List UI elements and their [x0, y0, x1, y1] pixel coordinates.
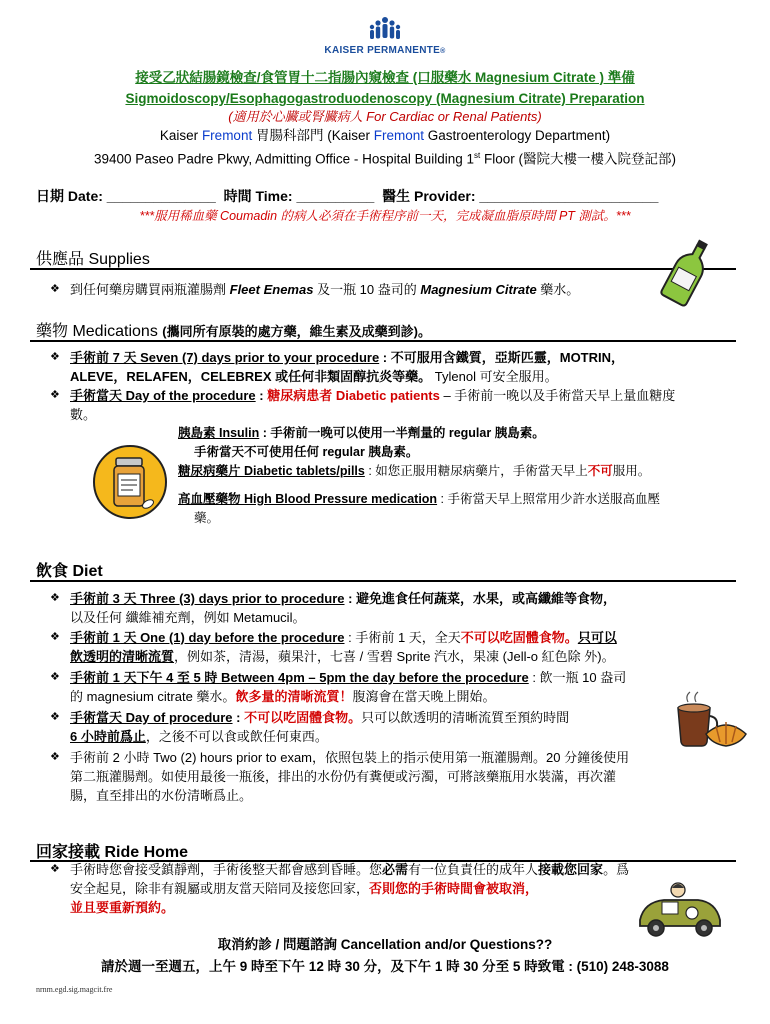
blood-pressure-instructions: 高血壓藥物 High Blood Pressure medication : 手術當天早上照常用少許水送服高血壓 藥。	[178, 492, 660, 525]
ride-home-item: ❖ 手術時您會接受鎮靜劑，手術後整天都會感到昏睡。您必需有一位負責任的成年人接載您回家。爲 安全起見，除非有親屬或朋友當天陪同及接您回家，否則您的手術時間會被取消， 並且要重新預約。	[50, 862, 630, 915]
diet-item-3-days: ❖ 手術前 3 天 Three (3) days prior to procedure : 避免進食任何蔬菜，水果，或高纖維等食物， 以及任何 纖維補充劑，例如 Metamucil。	[50, 591, 617, 625]
coumadin-warning: ***服用稀血藥 Coumadin 的病人必須在手術程序前一天，完成凝血脂原時間 PT 測試。***	[139, 209, 631, 223]
address-line: 39400 Paseo Padre Pkwy, Admitting Office - Hospital Building 1st Floor (醫院大樓一樓入院登記部)	[94, 151, 676, 167]
supplies-item: ❖ 到任何藥房購買兩瓶灌腸劑 Fleet Enemas 及一瓶 10 盎司的 Magnesium Citrate 藥水。	[50, 282, 580, 297]
coffee-croissant-icon	[672, 690, 750, 750]
logo-name: KAISER PERMANENTE	[324, 45, 441, 56]
title-english: Sigmoidoscopy/Esophagogastroduodenoscopy (Magnesium Citrate) Preparation	[125, 91, 645, 106]
ride-home-title: 回家接載 Ride Home	[36, 844, 189, 861]
medication-item-day-of: ❖ 手術當天 Day of the procedure : 糖尿病患者 Diabetic patients – 手術前一晚以及手術當天早上量血糖度 數。	[50, 388, 676, 422]
diet-item-4-to-5pm: ❖ 手術前 1 天下午 4 至 5 時 Between 4pm – 5pm the day before the procedure : 飲一瓶 10 盎司 的 magnesium citrate 藥水。飲多量的清晰流質！腹瀉會在當天晚上開始。	[50, 670, 627, 704]
call-hours: 請於週一至週五，上午 9 時至下午 12 時 30 分，及下午 1 時 30 分至 5 時致電 : (510) 248-3088	[101, 959, 669, 974]
diet-item-2-hours: ❖ 手術前 2 小時 Two (2) hours prior to exam，依照包裝上的指示使用第一瓶灌腸劑。20 分鐘後使用 第二瓶灌腸劑。如使用最後一瓶後，排出的水份仍有糞便或污濁，可將該藥瓶用水裝滿，再次灌 腸，直至排出的水份清晰爲止。	[50, 750, 630, 803]
car-icon	[632, 880, 728, 940]
diet-item-1-day: ❖ 手術前 1 天 One (1) day before the procedure : 手術前 1 天，全天不可以吃固體食物。只可以 飲透明的清晰流質，例如茶，清湯，蘋果汁，七喜 / 雪碧 Sprite 汽水，果凍 (Jell-o 紅色除 外)。	[50, 630, 617, 664]
provider-blank: _______________________	[479, 188, 659, 204]
logo-mark: ®	[440, 48, 446, 55]
date-label: 日期 Date:	[36, 188, 103, 204]
time-label: 時間 Time:	[223, 188, 293, 204]
time-blank: __________	[296, 188, 375, 204]
medications-divider	[30, 340, 736, 342]
title-chinese: 接受乙狀結腸鏡檢查/食管胃十二指腸內窺檢查 (口服藥水 Magnesium Citrate ) 準備	[135, 70, 635, 85]
diet-divider	[30, 580, 736, 582]
supplies-title: 供應品 Supplies	[36, 251, 150, 268]
cancellation-heading: 取消約診 / 問題諮詢 Cancellation and/or Questions??	[217, 937, 553, 952]
department-line: Kaiser Fremont 胃腸科部門 (Kaiser Fremont Gastroenterology Department)	[159, 128, 611, 143]
supplies-divider	[30, 268, 736, 270]
document-code: nrnm.egd.sig.magcit.fre	[36, 985, 113, 994]
kaiser-logo	[0, 16, 770, 56]
appointment-form-row	[36, 186, 658, 206]
medications-title: 藥物 Medications (攜同所有原裝的處方藥，維生素及成藥到診)。	[36, 323, 431, 340]
provider-label: 醫生 Provider:	[382, 188, 476, 204]
diet-title: 飲食 Diet	[36, 563, 103, 580]
patient-note: (適用於心臟或腎臟病人 For Cardiac or Renal Patients)	[228, 109, 542, 124]
pill-bottle-icon	[92, 444, 168, 520]
insulin-instructions: 胰島素 Insulin : 手術前一晚可以使用一半劑量的 regular 胰島素。 手術當天不可使用任何 regular 胰島素。	[178, 426, 545, 459]
kaiser-people-icon	[368, 16, 402, 44]
medication-item-7-days: ❖ 手術前 7 天 Seven (7) days prior to your procedure : 不可服用含鐵質，亞斯匹靈，MOTRIN， ALEVE，RELAFEN，CELEBREX 或任何非類固醇抗炎等藥。 Tylenol 可安全服用。	[50, 350, 625, 384]
date-blank: ______________	[106, 188, 216, 204]
diet-item-day-of: ❖ 手術當天 Day of procedure : 不可以吃固體食物。只可以飲透明的清晰流質至預約時間 6 小時前爲止，之後不可以食或飲任何東西。	[50, 710, 570, 744]
diabetic-pills-instructions: 糖尿病藥片 Diabetic tablets/pills : 如您正服用糖尿病藥片，手術當天早上不可服用。	[178, 464, 651, 478]
